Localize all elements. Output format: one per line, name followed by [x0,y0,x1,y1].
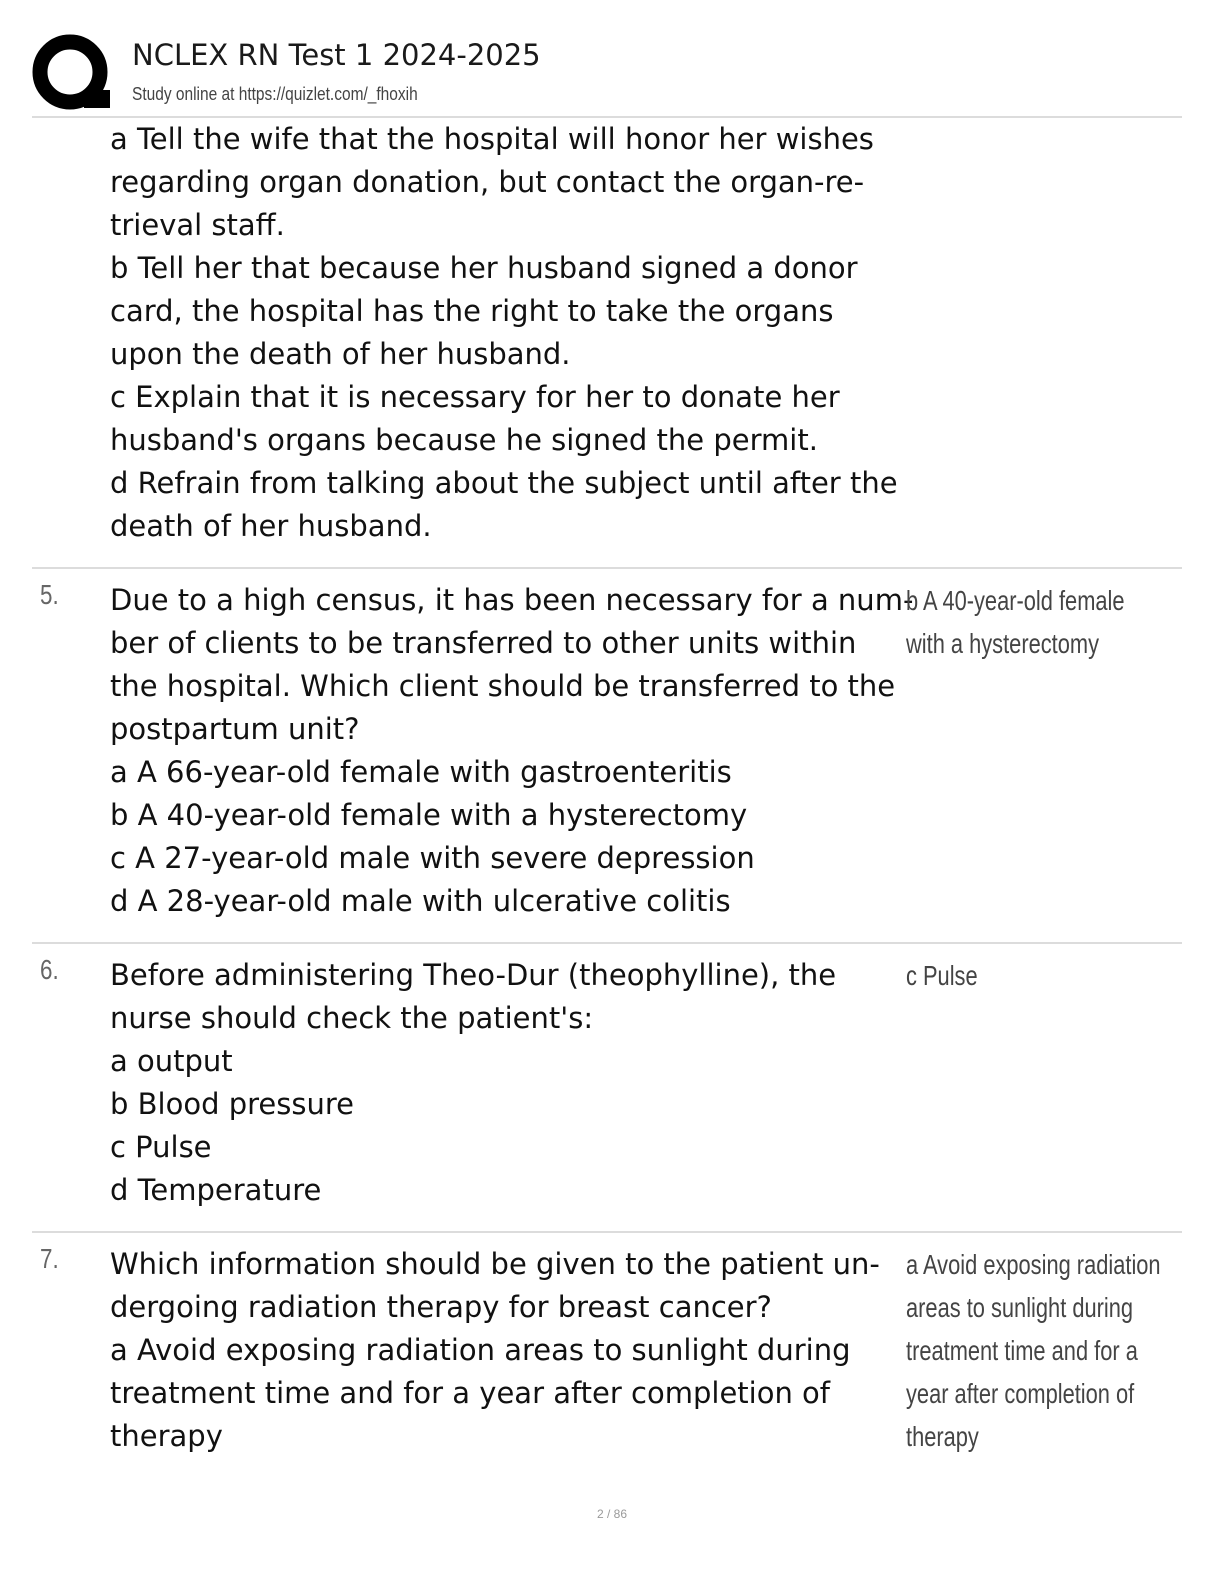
question-line: c Pulse [110,1130,212,1164]
question-line: card, the hospital has the right to take the organs [110,294,834,328]
question-line: trieval staff. [110,208,285,242]
answer-line: treatment time and for a [906,1335,1138,1366]
answer-line: a Avoid exposing radiation [906,1249,1161,1280]
question-divider [32,942,1182,944]
question-line: husband's organs because he signed the permit. [110,423,818,457]
question-line: Due to a high census, it has been necessary for a num- [110,583,914,617]
question-line: dergoing radiation therapy for breast cancer? [110,1290,772,1324]
answer-line: year after completion of [906,1378,1135,1409]
question-divider [32,1231,1182,1233]
question-line: b A 40-year-old female with a hysterectomy [110,798,748,832]
quizlet-logo-icon [32,34,112,114]
question-number: 5. [40,579,59,610]
question-line: b Tell her that because her husband signed a donor [110,251,858,285]
question-line: ber of clients to be transferred to other units within [110,626,857,660]
question-line: Before administering Theo-Dur (theophylline), the [110,958,837,992]
question-line: death of her husband. [110,509,432,543]
answer-line: with a hysterectomy [906,628,1099,659]
document-title: NCLEX RN Test 1 2024-2025 [132,38,541,72]
answer-text [906,954,1186,997]
question-line: d Temperature [110,1173,322,1207]
answer-line: b A 40-year-old female [906,585,1125,616]
study-online-link[interactable]: Study online at https://quizlet.com/_fhoxih [132,84,418,104]
answer-text [906,1243,1186,1458]
question-line: d A 28-year-old male with ulcerative colitis [110,884,731,918]
question-line: d Refrain from talking about the subject until after the [110,466,898,500]
question-line: the hospital. Which client should be transferred to the [110,669,896,703]
question-text [110,954,910,1212]
page-number: 2 / 86 [596,1507,628,1521]
answer-text [906,579,1186,665]
question-text [110,118,910,548]
question-line: a output [110,1044,233,1078]
question-line: a A 66-year-old female with gastroenteritis [110,755,732,789]
question-text [110,1243,910,1458]
question-line: b Blood pressure [110,1087,354,1121]
question-text [110,579,914,923]
question-line: nurse should check the patient's: [110,1001,594,1035]
page-header [32,34,1182,116]
question-number: 6. [40,954,59,985]
question-line: treatment time and for a year after completion of [110,1376,831,1410]
question-line: therapy [110,1419,223,1453]
question-number: 7. [40,1243,59,1274]
answer-line: areas to sunlight during [906,1292,1134,1323]
question-line: upon the death of her husband. [110,337,571,371]
answer-line: c Pulse [906,960,978,991]
question-divider [32,567,1182,569]
question-line: postpartum unit? [110,712,360,746]
question-line: a Avoid exposing radiation areas to sunlight during [110,1333,851,1367]
question-line: c A 27-year-old male with severe depression [110,841,755,875]
question-line: regarding organ donation, but contact the organ-re- [110,165,865,199]
question-line: Which information should be given to the patient un- [110,1247,880,1281]
question-line: c Explain that it is necessary for her to donate her [110,380,840,414]
question-line: a Tell the wife that the hospital will honor her wishes [110,122,874,156]
answer-line: therapy [906,1421,979,1452]
